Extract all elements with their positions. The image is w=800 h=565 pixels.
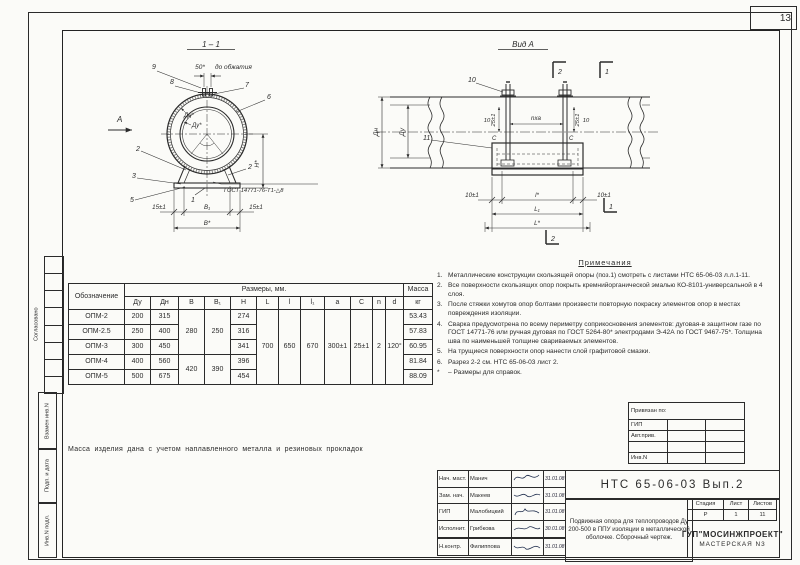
- sec1-side-label: 1: [609, 204, 613, 211]
- person-role: ГИП: [438, 504, 469, 521]
- person-role: Н.контр.: [438, 539, 469, 556]
- person-row: [438, 521, 566, 538]
- col-mass: Масса: [404, 284, 433, 297]
- stage-label: Стадия: [688, 499, 724, 510]
- view-direction-a: [108, 115, 132, 130]
- signature-cell: [512, 504, 544, 521]
- signature-cell: [512, 487, 544, 504]
- col-l1: l₁: [301, 297, 325, 310]
- signature-cell: [512, 521, 544, 538]
- compress-label: до обжатия: [215, 64, 252, 71]
- sheet-value: 1: [724, 510, 749, 521]
- dimension-table: [68, 283, 433, 385]
- signature-cell: [512, 539, 544, 556]
- stamp-replaced-inv: Взамен инв.N: [38, 392, 57, 450]
- pos11-label: 11: [423, 135, 431, 142]
- signature-squiggle: [513, 507, 541, 516]
- person-row: [438, 487, 566, 504]
- view-a: [368, 36, 668, 246]
- cell-mass: 88.09: [404, 370, 433, 385]
- cell-name: ОПМ-2.5: [69, 325, 125, 340]
- dim-nxa: nxa: [531, 115, 541, 122]
- pos10-label: 10: [468, 77, 476, 84]
- dim-50-label: 50*: [195, 64, 205, 71]
- signature-squiggle: [513, 542, 541, 551]
- person-name: Филиппова: [469, 539, 512, 556]
- person-name: Грибкова: [469, 521, 512, 538]
- cell-d-merged: 120°: [386, 310, 404, 385]
- stamp-inv-original: Инв.N подл.: [38, 502, 57, 558]
- sheet-label: Лист: [724, 499, 749, 510]
- person-date: 31.01.08: [544, 504, 566, 521]
- cell-l1-merged: 670: [301, 310, 325, 385]
- title-block-signatures: [437, 470, 566, 556]
- person-row: [438, 471, 566, 488]
- section-title: 1 – 1: [202, 40, 220, 49]
- col-b: В: [179, 297, 205, 310]
- cell-mass: 60.95: [404, 340, 433, 355]
- col-dn: Дн: [151, 297, 179, 310]
- dim-10-right: 10: [582, 118, 590, 124]
- sec2-top-label: 2: [558, 69, 562, 76]
- stamp-agreed-label: Согласовано: [33, 307, 40, 341]
- signature-squiggle: [513, 524, 541, 533]
- cell-h: 341: [231, 340, 257, 355]
- page-number-box: [750, 6, 797, 30]
- pos7-label: 7: [245, 82, 249, 89]
- pipe-outline: [376, 97, 660, 168]
- cell-dn: 560: [151, 355, 179, 370]
- cell-b1-merged: 250: [205, 310, 231, 355]
- person-date: 31.01.08: [544, 539, 566, 556]
- cell-h: 274: [231, 310, 257, 325]
- person-role: Исполнит.: [438, 521, 469, 538]
- sheets-label: Листов: [749, 499, 777, 510]
- cell-a-merged: 300±1: [325, 310, 351, 385]
- dims-diameters: [373, 97, 408, 168]
- dim-50-compress: [194, 63, 252, 87]
- note-item: 3. После стяжки хомутов опор болтами произвести повторную покраску элементов опор в местах повреждения изоляции.: [437, 301, 741, 317]
- dim-dn-label: Дн: [373, 127, 380, 137]
- section-markers-top: [553, 62, 613, 78]
- org-workshop: МАСТЕРСКАЯ N3: [699, 541, 766, 548]
- dim-15-right: 15±1: [249, 204, 263, 211]
- dim-10pm-left: 10±1: [465, 192, 479, 199]
- cell-b-merged: 280: [179, 310, 205, 355]
- cell-l-merged: 650: [279, 310, 301, 385]
- col-b1: В₁: [205, 297, 231, 310]
- cell-c-merged: 25±1: [351, 310, 373, 385]
- sec1-top-label: 1: [605, 69, 609, 76]
- page-number: 13: [779, 12, 791, 24]
- col-mass-unit: кг: [404, 297, 433, 310]
- col-designation: Обозначение: [69, 284, 125, 310]
- pos6-label: 6: [267, 94, 271, 101]
- person-name: Макеев: [469, 487, 512, 504]
- dim-c-left: C: [492, 136, 497, 142]
- cell-dn: 675: [151, 370, 179, 385]
- diameter-leaders: [181, 108, 223, 154]
- dim-du-label: Ду: [399, 128, 406, 136]
- cell-du: 250: [125, 325, 151, 340]
- dim-10pm-right: 10±1: [597, 192, 611, 199]
- cell-name: ОПМ-5: [69, 370, 125, 385]
- notes-title: Примечания: [578, 258, 632, 267]
- binding-inv: Инв.N: [629, 453, 668, 464]
- cell-du: 400: [125, 355, 151, 370]
- notes-block: [437, 258, 773, 380]
- note-item: 2. Все поверхности скользящих опор покрыть кремнийорганической эмалью КО-8101-универсальной в 4 слоя.: [437, 282, 763, 298]
- person-row: [438, 539, 566, 556]
- cell-du: 500: [125, 370, 151, 385]
- person-row: [438, 504, 566, 521]
- dim-25-left: 25±1: [491, 113, 497, 127]
- col-n: n: [373, 297, 386, 310]
- pos9-label: 9: [152, 64, 156, 71]
- col-du: Ду: [125, 297, 151, 310]
- signature-squiggle: [513, 473, 541, 482]
- dim-15-left: 15±1: [152, 204, 166, 211]
- section-markers-bottom: [546, 198, 617, 244]
- cell-du: 300: [125, 340, 151, 355]
- view-a-title: Вид A: [512, 40, 534, 49]
- cell-b1-merged: 390: [205, 355, 231, 385]
- view-a-marker-label: A: [117, 115, 123, 124]
- cell-dn: 315: [151, 310, 179, 325]
- cell-h: 396: [231, 355, 257, 370]
- dims-lengths: [465, 171, 611, 232]
- stage-value: Р: [688, 510, 724, 521]
- person-date: 31.01.08: [544, 471, 566, 488]
- dim-10-left: 10: [483, 118, 491, 124]
- cell-dn: 400: [151, 325, 179, 340]
- binding-gip: ГИП: [629, 420, 668, 431]
- dim-b1: B₁: [203, 204, 211, 211]
- pos2-left-label: 2: [136, 146, 140, 153]
- binding-block: [628, 402, 745, 464]
- dn-star-label: Дн*: [184, 113, 194, 119]
- cell-dn: 450: [151, 340, 179, 355]
- cell-name: ОПМ-2: [69, 310, 125, 325]
- note-item: 6. Разрез 2-2 см. НТС 65-06-03 лист 2.: [437, 358, 559, 366]
- pos1-label: 1: [191, 197, 195, 204]
- dim-b-star: B*: [203, 220, 211, 227]
- col-a: a: [325, 297, 351, 310]
- person-role: Зам. нач.: [438, 487, 469, 504]
- col-L: L: [257, 297, 279, 310]
- cell-n-merged: 2: [373, 310, 386, 385]
- cell-name: ОПМ-3: [69, 340, 125, 355]
- stamp-agreed-grid: [44, 256, 64, 394]
- person-role: Нач. маст.: [438, 471, 469, 488]
- stage-block: [681, 498, 784, 558]
- signature-cell: [512, 471, 544, 488]
- dim-c-right: C: [569, 136, 574, 142]
- du-star-label: Ду*: [192, 123, 202, 129]
- dim-h-label: H*: [254, 160, 261, 168]
- person-name: Манич: [469, 471, 512, 488]
- col-l: l: [279, 297, 301, 310]
- cell-du: 200: [125, 310, 151, 325]
- centerlines: [161, 86, 255, 196]
- dims-bolt-spacing: [484, 107, 590, 142]
- signature-squiggle: [513, 490, 541, 499]
- mass-note: Масса изделия дана с учетом наплавленного металла и резиновых прокладок: [68, 446, 363, 453]
- pos2-right-label: 2: [248, 164, 252, 171]
- note-item: 5. На трущиеся поверхности опор нанести слой графитовой смазки.: [437, 348, 651, 356]
- col-d: d: [386, 297, 404, 310]
- col-c: C: [351, 297, 373, 310]
- binding-title: Привязан по:: [629, 403, 745, 420]
- org-cell: [681, 521, 784, 557]
- org-name: ГУП"МОСИНЖПРОЕКТ": [681, 530, 784, 539]
- binding-avt: Авт.прив.: [629, 431, 668, 442]
- note-item: 1. Металлические конструкции скользящей опоры (поз.1) смотреть с листами НТС 65-06-03 л.л.1-11.: [437, 271, 750, 279]
- col-h: Н: [231, 297, 257, 310]
- pos3-label: 3: [132, 173, 136, 180]
- cell-mass: 57.83: [404, 325, 433, 340]
- dim-l1: L₁: [534, 206, 540, 213]
- view-a-callouts: [423, 77, 503, 148]
- cell-h: 316: [231, 325, 257, 340]
- doc-number: НТС 65-06-03 Вып.2: [565, 470, 780, 500]
- cell-mass: 81.84: [404, 355, 433, 370]
- note-footnote: * – Размеры для справок.: [437, 369, 522, 377]
- table-row: [69, 310, 433, 325]
- pos8-label: 8: [170, 79, 174, 86]
- cell-mass: 53.43: [404, 310, 433, 325]
- weld-gost-label: ГОСТ 14771-76-Т1-△8: [224, 188, 284, 194]
- person-name: Малобицкий: [469, 504, 512, 521]
- cell-h: 454: [231, 370, 257, 385]
- cell-L-merged: 700: [257, 310, 279, 385]
- person-date: 30.01.08: [544, 521, 566, 538]
- sec2-bottom-label: 2: [551, 236, 555, 243]
- dim-L-star: L*: [534, 220, 540, 227]
- col-sizes: Размеры, мм.: [125, 284, 404, 297]
- note-item: 4. Сварка предусмотрена по всему периметру соприкосновения элементов: дуговая-в защитном газе по ГОСТ 14771-76 или ручная дуговая по ГОСТ 5264-80* электродами Э-42А по ГОСТ 9467-75*. Толщина шва по наименьшей толщине свариваемых элементов.: [437, 320, 762, 345]
- binding-empty: [629, 442, 668, 453]
- sheets-value: 11: [749, 510, 777, 521]
- pos5-label: 5: [130, 197, 134, 204]
- stamp-sign-date: Подп. и дата: [38, 448, 57, 504]
- doc-description: Подвижная опора для теплопроводов Ду 200-500 в ППУ изоляции в металлической оболочке. Сборочный чертеж.: [565, 498, 693, 562]
- dim-l-star: l*: [535, 192, 539, 199]
- section-view-1-1: [88, 36, 368, 240]
- person-date: 31.01.08: [544, 487, 566, 504]
- cell-name: ОПМ-4: [69, 355, 125, 370]
- dim-25-right: 25±1: [575, 113, 581, 127]
- cell-b-merged: 420: [179, 355, 205, 385]
